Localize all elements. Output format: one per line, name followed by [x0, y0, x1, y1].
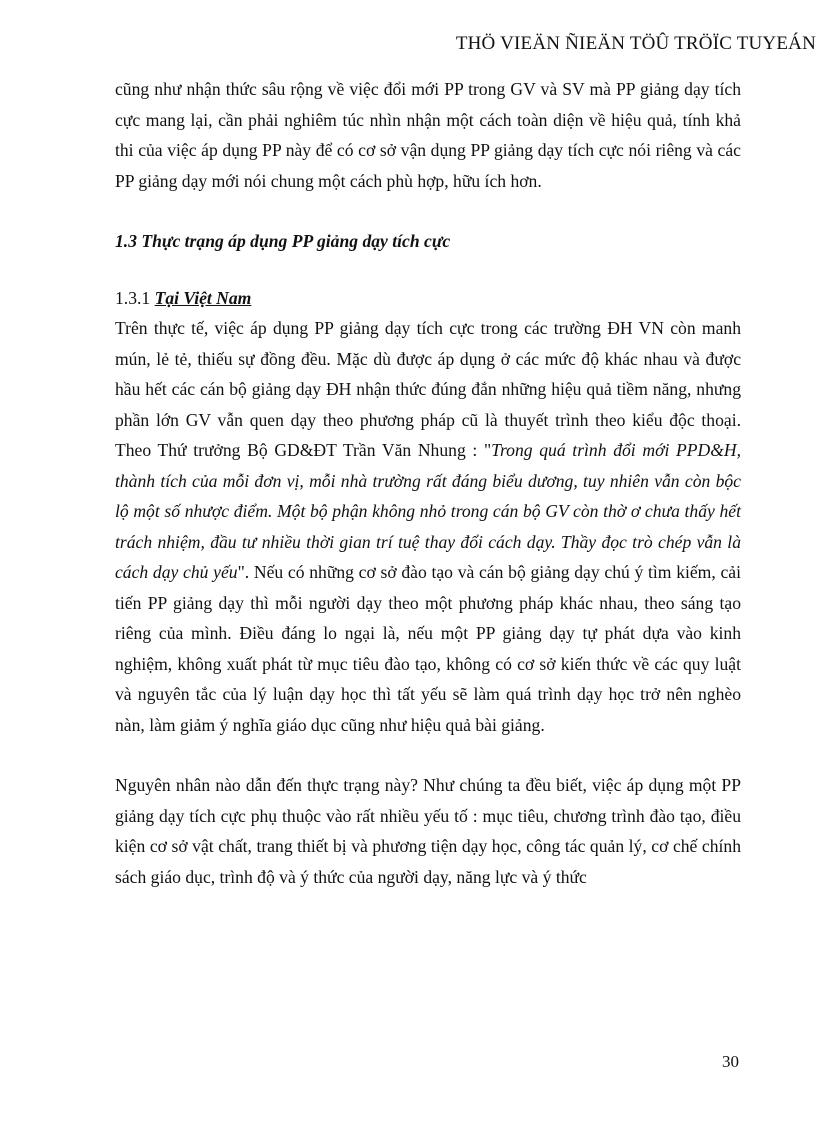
- subsection-title: Tại Việt Nam: [154, 287, 252, 308]
- last-paragraph: Nguyên nhân nào dẫn đến thực trạng này? Như chúng ta đều biết, việc áp dụng một PP giảng dạy tích cực phụ thuộc vào rất nhiều yếu tố : mục tiêu, chương trình đào tạo, điều kiện cơ sở vật chất, trang thiết bị và phương tiện dạy học, công tác quản lý, cơ chế chính sách giáo dục, trình độ và ý thức của người dạy, năng lực và ý thức: [115, 775, 741, 887]
- page-header: THÖ VIEÄN ÑIEÄN TÖÛ TRÖÏC TUYEÁN: [455, 33, 816, 54]
- spacer: [115, 740, 741, 770]
- main-paragraph-text: Trên thực tế, việc áp dụng PP giảng dạy tích cực trong các trường ĐH VN còn manh mún, lẻ tẻ, thiếu sự đồng đều. Mặc dù được áp dụng ở các mức độ khác nhau và được hầu hết các cán bộ giảng dạy ĐH nhận thức đúng đắn những hiệu quả tiềm năng, nhưng phần lớn GV vẫn quen dạy theo phương pháp cũ là thuyết trình theo kiểu độc thoại. Theo Thứ trưởng Bộ GD&ĐT Trần Văn Nhung : ": [115, 318, 741, 460]
- intro-paragraph: cũng như nhận thức sâu rộng về việc đổi mới PP trong GV và SV mà PP giảng dạy tích cực mang lại, cần phải nghiêm túc nhìn nhận một cách toàn diện về hiệu quả, tính khả thi của việc áp dụng PP này để có cơ sở vận dụng PP giảng dạy tích cực nói riêng và các PP giảng dạy mới nói chung một cách phù hợp, hữu ích hơn.: [115, 79, 741, 191]
- subsection-heading: [115, 283, 741, 314]
- quotation: Trong quá trình đổi mới PPD&H, thành tích của mỗi đơn vị, mỗi nhà trường rất đáng biểu dương, tuy nhiên vẫn còn bộc lộ một số nhược điểm. Một bộ phận không nhỏ trong cán bộ GV còn thờ ơ chưa thấy hết trách nhiệm, đầu tư nhiều thời gian trí tuệ thay đổi cách dạy. Thầy đọc trò chép vẫn là cách dạy chủ yếu: [115, 440, 742, 582]
- subsection-number: 1.3.1: [115, 287, 155, 308]
- spacer: [115, 257, 741, 283]
- document-body: [115, 74, 741, 892]
- section-heading: 1.3 Thực trạng áp dụng PP giảng dạy tích cực: [115, 231, 451, 251]
- spacer: [115, 196, 741, 226]
- main-paragraph: [115, 313, 741, 740]
- page-number: 30: [722, 1052, 739, 1071]
- main-paragraph-continuation: ". Nếu có những cơ sở đào tạo và cán bộ giảng dạy chú ý tìm kiếm, cải tiến PP giảng dạy thì mỗi người dạy theo một phương pháp khác nhau, theo sáng tạo riêng của mình. Điều đáng lo ngại là, nếu một PP giảng dạy tự phát dựa vào kinh nghiệm, không xuất phát từ mục tiêu đào tạo, không có cơ sở kiến thức về các quy luật và nguyên tắc của lý luận dạy học thì tất yếu sẽ làm quá trình dạy học trở nên nghèo nàn, làm giảm ý nghĩa giáo dục cũng như hiệu quả bài giảng.: [115, 562, 741, 735]
